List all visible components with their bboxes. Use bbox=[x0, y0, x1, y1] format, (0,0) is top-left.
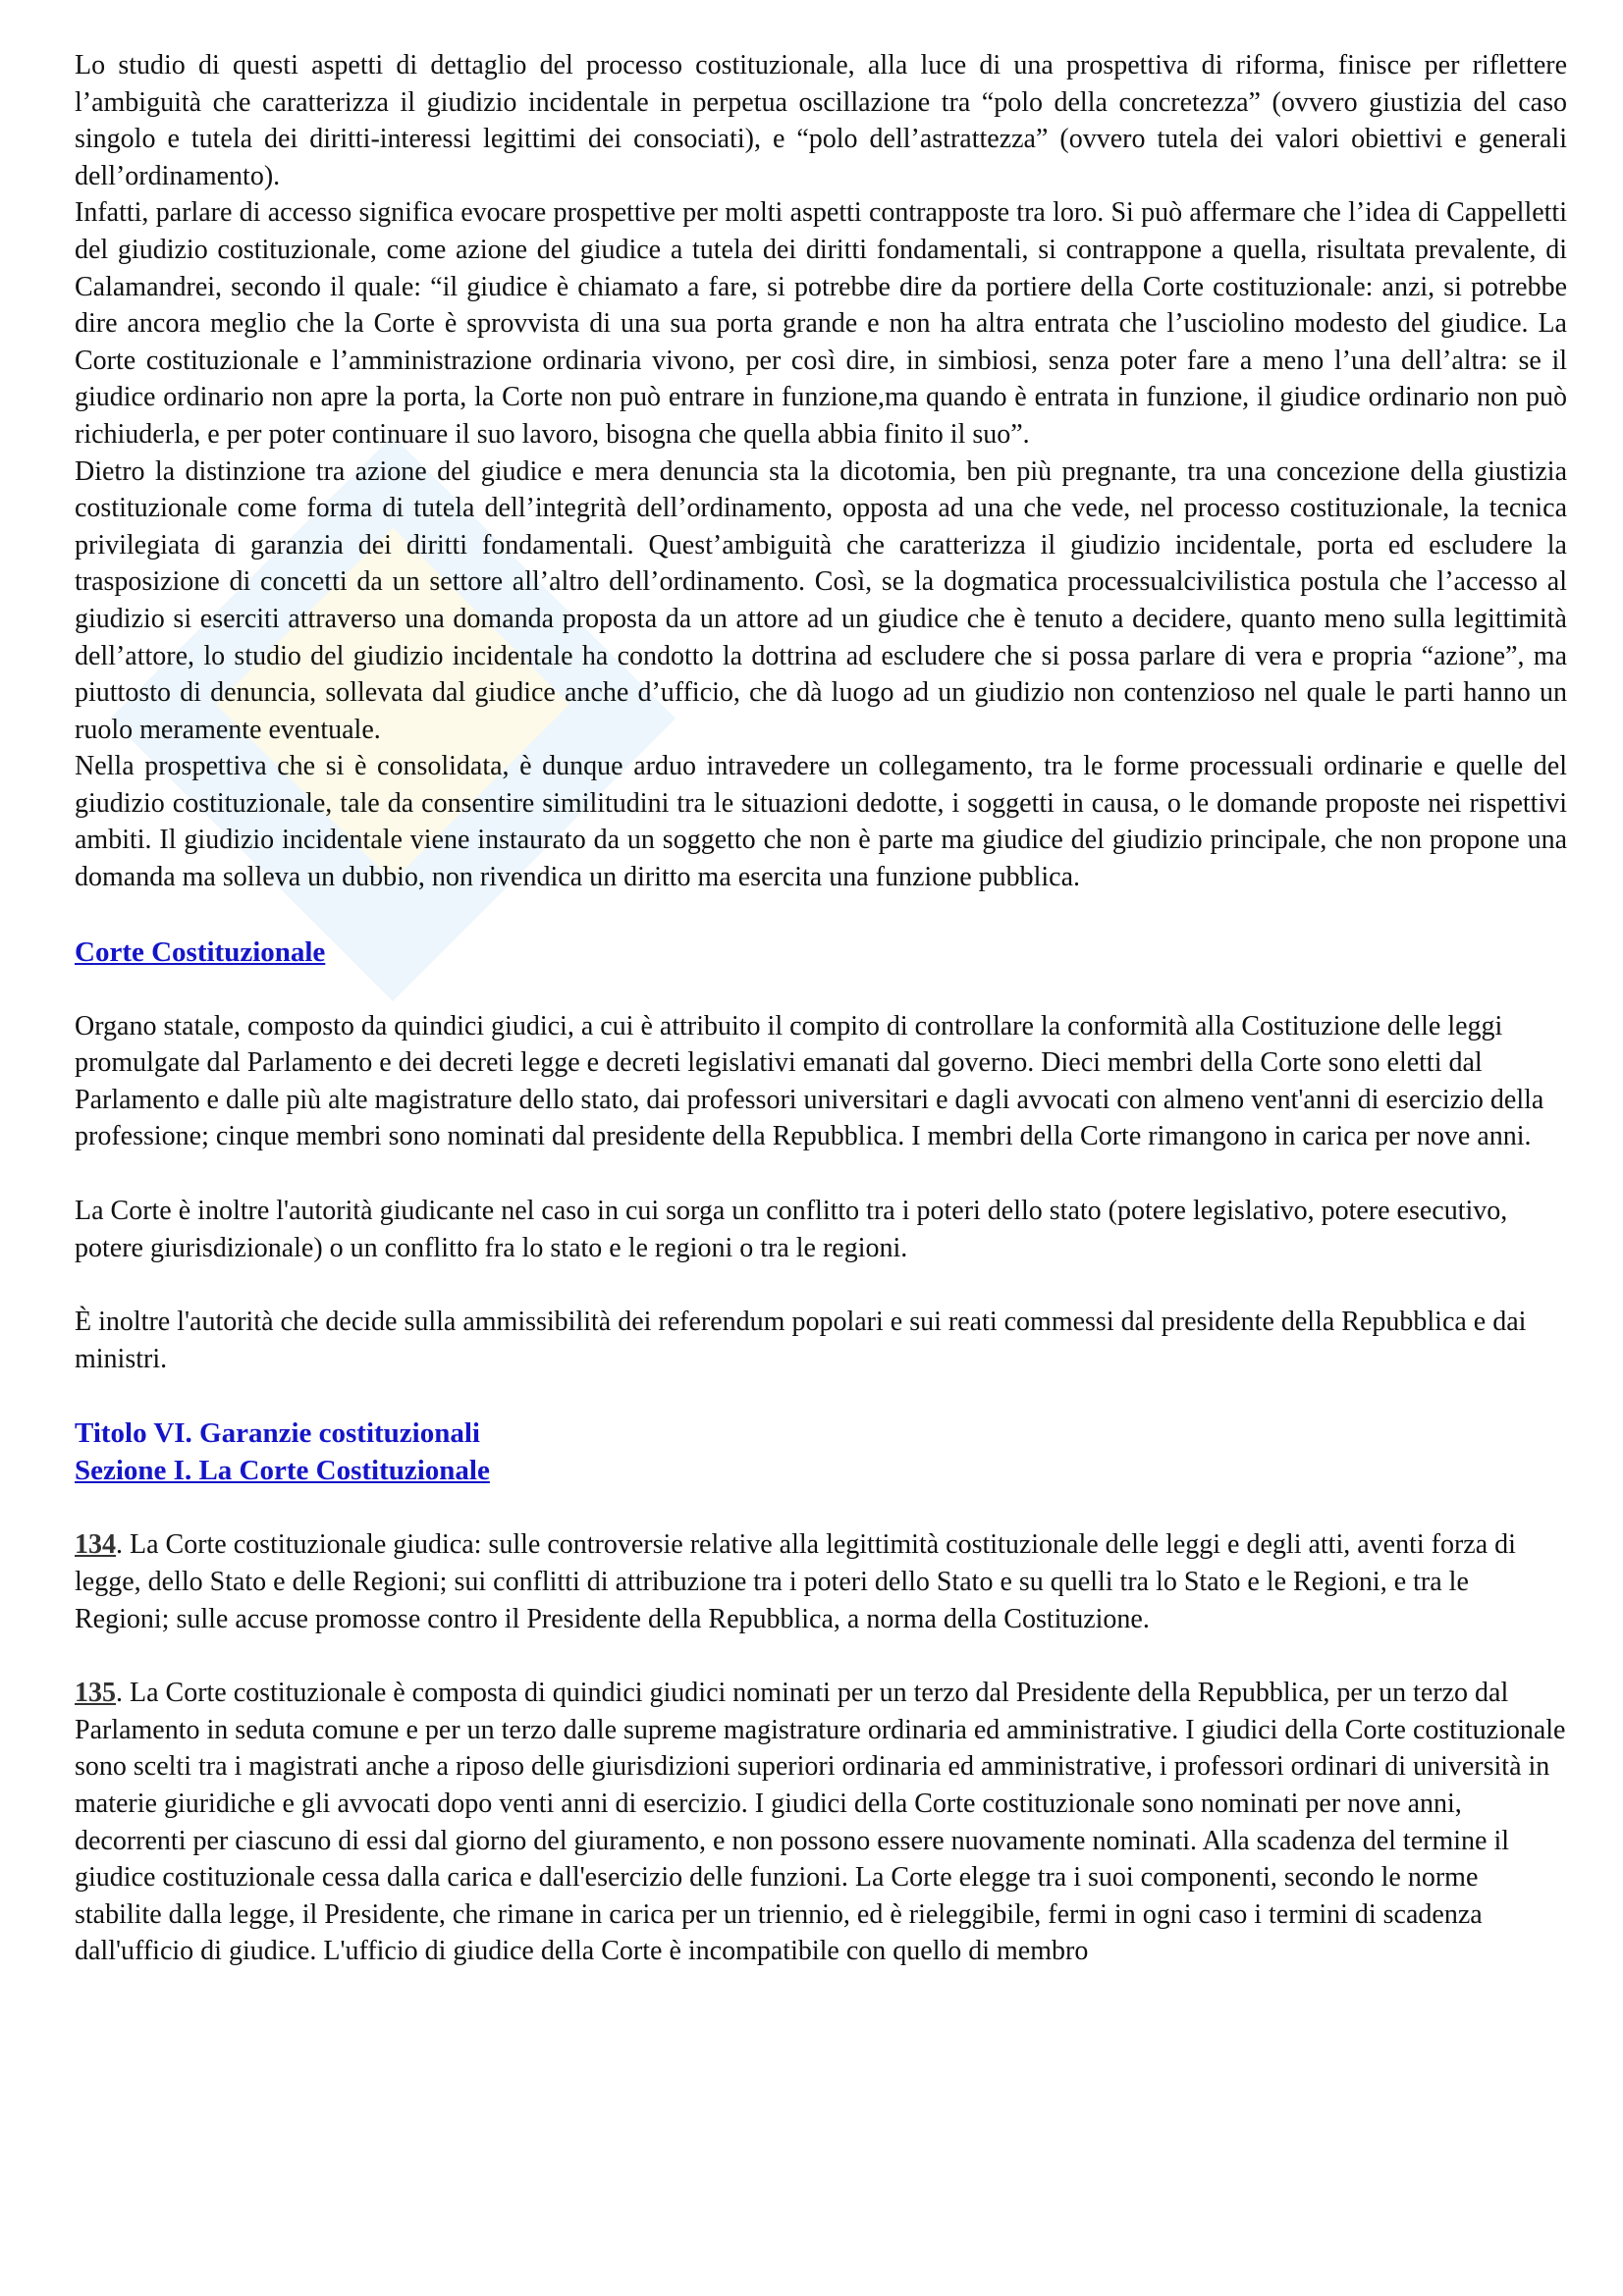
corte-section bbox=[75, 1008, 1567, 1378]
article-135 bbox=[75, 1675, 1567, 1970]
article-text: . La Corte costituzionale giudica: sulle controversie relative alla legittimità costituzionale delle leggi e degli atti, aventi forza di legge, dello Stato e delle Regioni; sui conflitti di attribuzione tra i poteri dello Stato e su quelli tra lo Stato e le Regioni, e tra le Regioni; sulle accuse promosse contro il Presidente della Repubblica, a norma della Costituzione. bbox=[75, 1529, 1516, 1634]
corte-paragraph-2: La Corte è inoltre l'autorità giudicante nel caso in cui sorga un conflitto tra i poteri dello stato (potere legislativo, potere esecutivo, potere giurisdizionale) o un conflitto fra lo stato e le regioni o tra le regioni. bbox=[75, 1196, 1508, 1263]
sezione-heading-link[interactable]: Sezione I. La Corte Costituzionale bbox=[75, 1455, 490, 1487]
corte-paragraph-1: Organo statale, composto da quindici giudici, a cui è attribuito il compito di controllare la conformità alla Costituzione delle leggi promulgate dal Parlamento e dei decreti legge e decreti legislativi emanati dal governo. Dieci membri della Corte sono eletti dal Parlamento e dalle più alte magistrature dello stato, dai professori universitari e dagli avvocati con almeno vent'anni di esercizio della professione; cinque membri sono nominati dal presidente della Repubblica. I membri della Corte rimangono in carica per nove anni. bbox=[75, 1010, 1544, 1152]
articles-section bbox=[75, 1526, 1567, 1970]
article-text: . La Corte costituzionale è composta di quindici giudici nominati per un terzo dal Presidente della Repubblica, per un terzo dal Parlamento in seduta comune e per un terzo dalle supreme magistrature ordinaria ed amministrative. I giudici della Corte costituzionale sono scelti tra i magistrati anche a riposo delle giurisdizioni superiori ordinaria ed amministrative, i professori ordinari di università in materie giuridiche e gli avvocati dopo venti anni di esercizio. I giudici della Corte costituzionale sono nominati per nove anni, decorrenti per ciascuno di essi dal giorno del giuramento, e non possono essere nuovamente nominati. Alla scadenza del termine il giudice costituzionale cessa dalla carica e dall'esercizio delle funzioni. La Corte elegge tra i suoi componenti, secondo le norme stabilite dalla legge, il Presidente, che rimane in carica per un triennio, ed è rieleggibile, fermi in ogni caso i termini di scadenza dall'ufficio di giudice. L'ufficio di giudice della Corte è incompatibile con quello di membro bbox=[75, 1678, 1566, 1967]
article-134 bbox=[75, 1526, 1567, 1637]
intro-paragraph-1: Lo studio di questi aspetti di dettaglio del processo costituzionale, alla luce di una prospettiva di riforma, finisce per riflettere l’ambiguità che caratterizza il giudizio incidentale in perpetua oscillazione tra “polo della concretezza” (ovvero giustizia del caso singolo e tutela dei diritti-interessi legittimi dei consociati), e “polo dell’astrattezza” (ovvero tutela dei valori obiettivi e generali dell’ordinamento). bbox=[75, 50, 1567, 191]
corte-paragraph-3: È inoltre l'autorità che decide sulla ammissibilità dei referendum popolari e sui reati commessi dal presidente della Repubblica e dai ministri. bbox=[75, 1307, 1527, 1374]
article-number-link[interactable]: 135 bbox=[75, 1678, 116, 1709]
intro-paragraph-4: Nella prospettiva che si è consolidata, è dunque arduo intravedere un collegamento, tra le forme processuali ordinarie e quelle del giudizio costituzionale, tale da consentire similitudini tra le situazioni dedotte, i soggetti in causa, o le domande proposte nei rispettivi ambiti. Il giudizio incidentale viene instaurato da un soggetto che non è parte ma giudice del giudizio principale, che non propone una domanda ma solleva un dubbio, non rivendica un diritto ma esercita una funzione pubblica. bbox=[75, 751, 1567, 893]
corte-costituzionale-heading-link[interactable]: Corte Costituzionale bbox=[75, 935, 326, 968]
titolo-heading: Titolo VI. Garanzie costituzionali bbox=[75, 1417, 480, 1450]
document-page bbox=[75, 47, 1567, 1970]
intro-paragraph-3: Dietro la distinzione tra azione del giudice e mera denuncia sta la dicotomia, ben più pregnante, tra una concezione della giustizia costituzionale come forma di tutela dell’integrità dell’ordinamento, opposta ad una che vede, nel processo costituzionale, la tecnica privilegiata di garanzia dei diritti fondamentali. Quest’ambiguità che caratterizza il giudizio incidentale, porta ed escludere la trasposizione di concetti da un settore all’altro dell’ordinamento. Così, se la dogmatica processualcivilistica postula che l’accesso al giudizio si eserciti attraverso una domanda proposta da un attore ad un giudice che è tenuto a decidere, quanto meno sulla legittimità dell’attore, lo studio del giudizio incidentale ha condotto la dottrina ad escludere che si possa parlare di vera e propria “azione”, ma piuttosto di denuncia, sollevata dal giudice anche d’ufficio, che dà luogo ad un giudizio non contenzioso nel quale le parti hanno un ruolo meramente eventuale. bbox=[75, 455, 1567, 745]
intro-paragraph-2: Infatti, parlare di accesso significa evocare prospettive per molti aspetti contrapposte tra loro. Si può affermare che l’idea di Cappelletti del giudizio costituzionale, come azione del giudice a tutela dei diritti fondamentali, si contrappone a quella, risultata prevalente, di Calamandrei, secondo il quale: “il giudice è chiamato a fare, si potrebbe dire da portiere della Corte costituzionale: anzi, si potrebbe dire ancora meglio che la Corte è sprovvista di una sua porta grande e non ha altra entrata che l’usciolino modesto del giudice. La Corte costituzionale e l’amministrazione ordinaria vivono, per così dire, in simbiosi, senza poter fare a meno l’una dell’altra: se il giudice ordinario non apre la porta, la Corte non può entrare in funzione,ma quando è entrata in funzione, il giudice ordinario non può richiuderla, e per poter continuare il suo lavoro, bisogna che quella abbia finito il suo”. bbox=[75, 197, 1567, 450]
intro-section bbox=[75, 47, 1567, 896]
article-number-link[interactable]: 134 bbox=[75, 1529, 116, 1561]
